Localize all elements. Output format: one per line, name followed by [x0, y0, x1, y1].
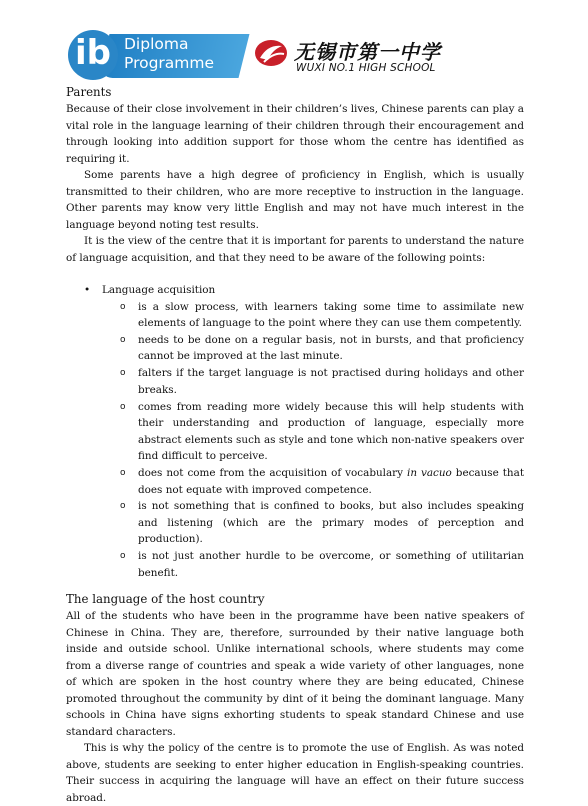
- list-item-text-tail: because that does not equate with improved competence.: [138, 467, 524, 496]
- circle-bullet-icon: o: [120, 334, 126, 345]
- circle-bullet-icon: o: [120, 301, 126, 312]
- ib-logo-line1: Diploma: [124, 35, 189, 53]
- list-item: [66, 399, 524, 465]
- parents-paragraph-3: It is the view of the centre that it is important for parents to understand the nature of language acquisition, and that they need to be aware of the following points:: [66, 235, 524, 264]
- circle-bullet-icon: o: [120, 368, 126, 379]
- host-paragraph-1: All of the students who have been in the programme have been native speakers of Chinese in China. They are, therefore, surrounded by their native language both inside and outside school. Unlike international schools, where students may come from a diverse range of countries and speak a wide variety of other languages, none of which are spoken in the host country where they are being educated, Chinese promoted throughout the community by dint of it being the dominant language. Many schools in China have signs exhorting students to speak standard Chinese and use standard characters.: [66, 610, 524, 738]
- list-item: [66, 548, 524, 581]
- circle-bullet-icon: o: [120, 468, 126, 479]
- bullet-list: [66, 282, 524, 299]
- list-item: [66, 465, 524, 498]
- list-item-text: does not come from the acquisition of vocabulary: [138, 467, 404, 480]
- document-body: [66, 84, 524, 806]
- list-item: [66, 332, 524, 365]
- host-paragraph-2: This is why the policy of the centre is to promote the use of English. As was noted above, students are seeking to enter higher education in English-speaking countries. Their success in acquiring the language will have an effect on their future success abroad.: [66, 742, 524, 804]
- circle-bullet-icon: o: [120, 401, 126, 412]
- bullet-label: Language acquisition: [102, 284, 216, 296]
- parents-paragraph-2: Some parents have a high degree of proficiency in English, which is usually transmitted to their children, who are more receptive to instruction in the language. Other parents may know very little English and may not have much interest in the language beyond noting test results.: [66, 169, 524, 231]
- ib-logo-text: [124, 35, 214, 73]
- list-item: [66, 365, 524, 398]
- host-country-heading: The language of the host country: [66, 592, 265, 607]
- bullet-dot-icon: •: [84, 284, 91, 296]
- parents-paragraph-1: Because of their close involvement in their children’s lives, Chinese parents can play a vital role in the language learning of their children through their encouragement and through looking into addition support for those whom the centre has identified as requiring it.: [66, 103, 524, 165]
- ib-logo-circle: ib: [68, 30, 118, 80]
- list-item-text: comes from reading more widely because this will help students with their understanding and production of language, especially more abstract elements such as style and tone which non-native speakers over find difficult to perceive.: [138, 400, 524, 463]
- list-item-text: falters if the target language is not practised during holidays and other breaks.: [138, 367, 524, 396]
- list-item-emphasis: in vacuo: [407, 467, 452, 480]
- school-name-chinese: 无锡市第一中学: [294, 40, 441, 64]
- sub-list: [66, 299, 524, 582]
- school-emblem-icon: [254, 38, 288, 68]
- ib-diploma-logo: [64, 28, 246, 82]
- list-item-text: is not something that is confined to books, but also includes speaking and listening (which are the primary modes of perception and production).: [138, 500, 524, 546]
- spacer: [66, 266, 524, 282]
- list-item-text: is a slow process, with learners taking some time to assimilate new elements of language to the point where they can use them competently.: [138, 300, 524, 329]
- list-item-text: is not just another hurdle to be overcome, or something of utilitarian benefit.: [138, 550, 524, 579]
- page-header: [64, 28, 524, 84]
- list-item-text: needs to be done on a regular basis, not in bursts, and that proficiency cannot be improved at the last minute.: [138, 333, 524, 363]
- school-logo: [254, 38, 454, 80]
- parents-heading: Parents: [66, 85, 112, 99]
- school-name-english: WUXI NO.1 HIGH SCHOOL: [296, 62, 436, 74]
- circle-bullet-icon: o: [120, 501, 126, 512]
- circle-bullet-icon: o: [120, 551, 126, 562]
- list-item: [66, 299, 524, 332]
- list-item: [66, 498, 524, 548]
- bullet-item: [66, 282, 524, 299]
- ib-logo-line2: Programme: [124, 54, 215, 72]
